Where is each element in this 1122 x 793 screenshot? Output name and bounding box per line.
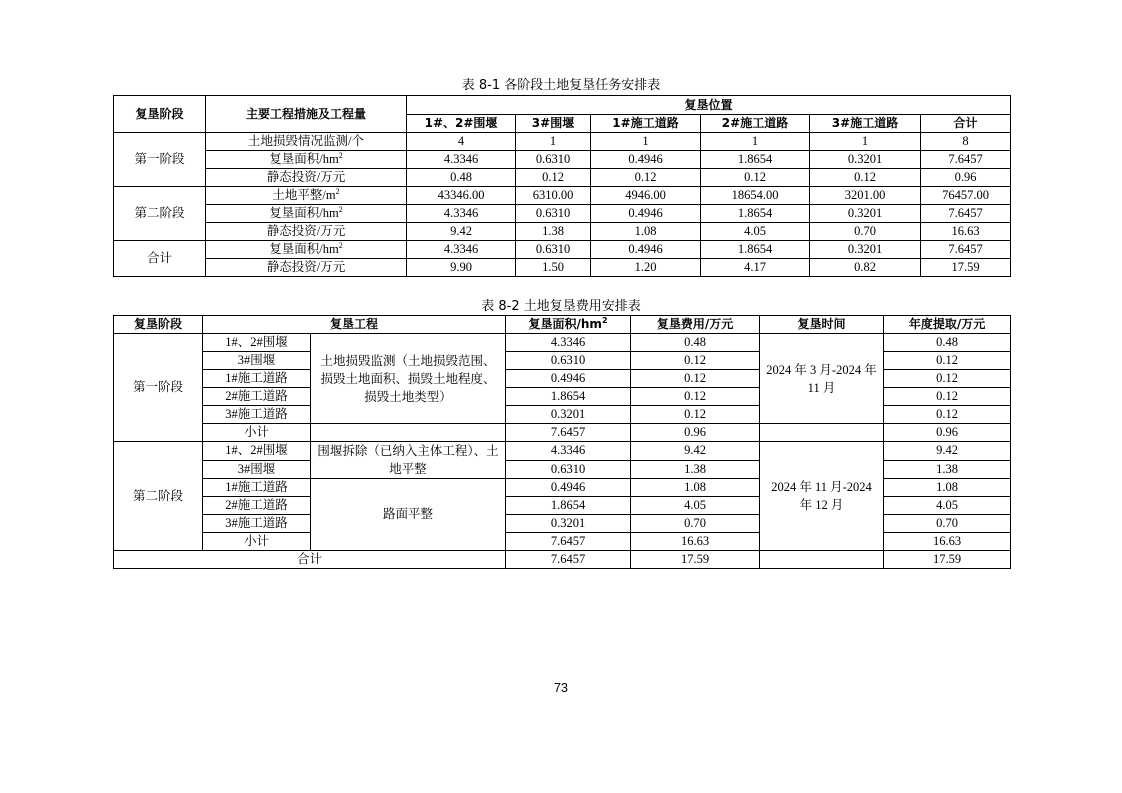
item-label: 复垦面积/hm <box>269 242 339 256</box>
value-cell: 0.48 <box>407 169 516 187</box>
t2-header-project: 复垦工程 <box>203 316 506 334</box>
area-cell: 4.3346 <box>506 442 631 461</box>
value-cell: 0.6310 <box>516 205 591 223</box>
t2-header-cost: 复垦费用/万元 <box>631 316 760 334</box>
value-cell: 0.3201 <box>810 205 921 223</box>
annual-cell: 1.38 <box>884 460 1011 479</box>
item-cell <box>206 151 407 169</box>
value-cell: 4.3346 <box>407 205 516 223</box>
location-cell: 1#施工道路 <box>203 479 311 497</box>
item-unit-sup: 2 <box>338 151 343 160</box>
total-row <box>114 551 1011 569</box>
table-row <box>114 223 1011 241</box>
value-cell: 1.08 <box>591 223 701 241</box>
stage-name-cell: 第一阶段 <box>114 133 206 187</box>
item-cell <box>206 205 407 223</box>
item-cell <box>206 241 407 259</box>
value-cell: 0.4946 <box>591 205 701 223</box>
item-unit-sup: 2 <box>338 241 343 250</box>
table-row <box>114 241 1011 259</box>
table-row <box>114 259 1011 277</box>
value-cell: 0.12 <box>701 169 810 187</box>
location-cell: 1#、2#围堰 <box>203 442 311 461</box>
value-cell: 0.3201 <box>810 241 921 259</box>
value-cell: 1.8654 <box>701 205 810 223</box>
table-row <box>114 334 1011 352</box>
area-cell: 7.6457 <box>506 533 631 551</box>
project-cell: 路面平整 <box>311 479 506 551</box>
t1-header-stage: 复垦阶段 <box>114 96 206 133</box>
location-cell: 3#围堰 <box>203 460 311 479</box>
area-cell: 4.3346 <box>506 334 631 352</box>
item-cell <box>206 133 407 151</box>
annual-cell: 4.05 <box>884 497 1011 515</box>
value-cell: 7.6457 <box>921 151 1011 169</box>
t1-col-header: 1#施工道路 <box>591 115 701 133</box>
area-cell: 0.3201 <box>506 515 631 533</box>
stage-name-cell: 第一阶段 <box>114 334 203 442</box>
annual-cell: 0.48 <box>884 334 1011 352</box>
t1-col-header: 合计 <box>921 115 1011 133</box>
value-cell: 4.3346 <box>407 151 516 169</box>
t1-header-location: 复垦位置 <box>407 96 1011 115</box>
t1-col-header: 3#施工道路 <box>810 115 921 133</box>
table-row <box>114 205 1011 223</box>
cost-cell: 0.48 <box>631 334 760 352</box>
value-cell: 1 <box>810 133 921 151</box>
annual-cell: 0.12 <box>884 352 1011 370</box>
value-cell: 17.59 <box>921 259 1011 277</box>
value-cell: 7.6457 <box>921 241 1011 259</box>
location-cell: 2#施工道路 <box>203 388 311 406</box>
area-cell: 1.8654 <box>506 388 631 406</box>
reclamation-cost-table <box>113 315 1011 569</box>
value-cell: 6310.00 <box>516 187 591 205</box>
cost-cell: 0.96 <box>631 424 760 442</box>
cost-cell: 0.70 <box>631 515 760 533</box>
value-cell: 0.82 <box>810 259 921 277</box>
value-cell: 1 <box>516 133 591 151</box>
value-cell: 0.70 <box>810 223 921 241</box>
value-cell: 0.4946 <box>591 241 701 259</box>
value-cell: 1.8654 <box>701 241 810 259</box>
value-cell: 0.12 <box>810 169 921 187</box>
annual-cell: 0.96 <box>884 424 1011 442</box>
value-cell: 0.12 <box>516 169 591 187</box>
location-cell: 3#施工道路 <box>203 515 311 533</box>
value-cell: 1.8654 <box>701 151 810 169</box>
table-row <box>114 133 1011 151</box>
value-cell: 0.3201 <box>810 151 921 169</box>
value-cell: 1 <box>701 133 810 151</box>
area-cell: 0.4946 <box>506 370 631 388</box>
t1-col-header: 2#施工道路 <box>701 115 810 133</box>
table1-caption: 表 8-1 各阶段土地复垦任务安排表 <box>461 78 661 93</box>
location-cell: 1#施工道路 <box>203 370 311 388</box>
item-cell <box>206 169 407 187</box>
table2-caption: 表 8-2 土地复垦费用安排表 <box>481 299 641 314</box>
cost-cell: 0.12 <box>631 406 760 424</box>
area-cell: 7.6457 <box>506 551 631 569</box>
time-cell: 2024 年 3 月-2024 年 11 月 <box>760 334 884 424</box>
cost-cell: 9.42 <box>631 442 760 461</box>
item-label: 土地平整/m <box>272 188 336 202</box>
area-cell: 0.4946 <box>506 479 631 497</box>
t2-header-annual: 年度提取/万元 <box>884 316 1011 334</box>
project-cell: 围堰拆除（已纳入主体工程）、土地平整 <box>311 442 506 479</box>
annual-cell: 9.42 <box>884 442 1011 461</box>
empty-cell <box>760 424 884 442</box>
t2-header-time: 复垦时间 <box>760 316 884 334</box>
value-cell: 18654.00 <box>701 187 810 205</box>
stage-name-cell: 第二阶段 <box>114 442 203 551</box>
time-cell: 2024 年 11 月-2024 年 12 月 <box>760 442 884 551</box>
project-cell: 土地损毁监测（土地损毁范围、损毁土地面积、损毁土地程度、损毁土地类型） <box>311 334 506 424</box>
item-cell <box>206 187 407 205</box>
cost-cell: 0.12 <box>631 352 760 370</box>
value-cell: 4.17 <box>701 259 810 277</box>
t1-col-header: 3#围堰 <box>516 115 591 133</box>
cost-cell: 0.12 <box>631 388 760 406</box>
item-cell <box>206 223 407 241</box>
annual-cell: 0.12 <box>884 406 1011 424</box>
value-cell: 4.3346 <box>407 241 516 259</box>
value-cell: 0.6310 <box>516 151 591 169</box>
value-cell: 7.6457 <box>921 205 1011 223</box>
item-label: 复垦面积/hm <box>269 206 339 220</box>
value-cell: 4 <box>407 133 516 151</box>
value-cell: 0.6310 <box>516 241 591 259</box>
stage-name-cell: 第二阶段 <box>114 187 206 241</box>
table-row <box>114 442 1011 461</box>
item-unit-sup: 2 <box>335 187 340 196</box>
table-row <box>114 187 1011 205</box>
value-cell: 4946.00 <box>591 187 701 205</box>
location-cell: 3#围堰 <box>203 352 311 370</box>
t2-header-area-sup: 2 <box>601 316 608 325</box>
cost-cell: 4.05 <box>631 497 760 515</box>
value-cell: 0.4946 <box>591 151 701 169</box>
location-cell: 3#施工道路 <box>203 406 311 424</box>
value-cell: 1.50 <box>516 259 591 277</box>
table-row <box>114 169 1011 187</box>
value-cell: 8 <box>921 133 1011 151</box>
cost-cell: 1.08 <box>631 479 760 497</box>
item-label: 静态投资/万元 <box>266 260 346 274</box>
value-cell: 3201.00 <box>810 187 921 205</box>
value-cell: 0.96 <box>921 169 1011 187</box>
empty-cell <box>760 551 884 569</box>
stage-name-cell: 合计 <box>114 241 206 277</box>
item-label: 静态投资/万元 <box>266 224 346 238</box>
t1-header-measure: 主要工程措施及工程量 <box>206 96 407 133</box>
cost-cell: 0.12 <box>631 370 760 388</box>
item-label: 静态投资/万元 <box>266 170 346 184</box>
value-cell: 9.42 <box>407 223 516 241</box>
table-row <box>114 151 1011 169</box>
t2-header-area <box>506 316 631 334</box>
item-label: 复垦面积/hm <box>269 152 339 166</box>
value-cell: 0.12 <box>591 169 701 187</box>
subtotal-label-cell: 小计 <box>203 424 311 442</box>
empty-cell <box>311 424 506 442</box>
annual-cell: 1.08 <box>884 479 1011 497</box>
reclamation-task-table <box>113 95 1011 277</box>
cost-cell: 1.38 <box>631 460 760 479</box>
cost-cell: 17.59 <box>631 551 760 569</box>
annual-cell: 16.63 <box>884 533 1011 551</box>
value-cell: 1.38 <box>516 223 591 241</box>
t2-header-stage: 复垦阶段 <box>114 316 203 334</box>
area-cell: 1.8654 <box>506 497 631 515</box>
value-cell: 43346.00 <box>407 187 516 205</box>
item-unit-sup: 2 <box>338 205 343 214</box>
area-cell: 0.6310 <box>506 460 631 479</box>
t2-header-area-text: 复垦面积/hm <box>528 317 602 331</box>
value-cell: 16.63 <box>921 223 1011 241</box>
area-cell: 0.3201 <box>506 406 631 424</box>
value-cell: 76457.00 <box>921 187 1011 205</box>
location-cell: 1#、2#围堰 <box>203 334 311 352</box>
annual-cell: 0.70 <box>884 515 1011 533</box>
area-cell: 7.6457 <box>506 424 631 442</box>
item-label: 土地损毁情况监测/个 <box>248 134 364 148</box>
annual-cell: 17.59 <box>884 551 1011 569</box>
value-cell: 1.20 <box>591 259 701 277</box>
subtotal-row <box>114 424 1011 442</box>
value-cell: 1 <box>591 133 701 151</box>
value-cell: 9.90 <box>407 259 516 277</box>
item-cell <box>206 259 407 277</box>
annual-cell: 0.12 <box>884 388 1011 406</box>
cost-cell: 16.63 <box>631 533 760 551</box>
location-cell: 2#施工道路 <box>203 497 311 515</box>
subtotal-label-cell: 小计 <box>203 533 311 551</box>
t1-col-header: 1#、2#围堰 <box>407 115 516 133</box>
area-cell: 0.6310 <box>506 352 631 370</box>
total-label-cell: 合计 <box>114 551 506 569</box>
annual-cell: 0.12 <box>884 370 1011 388</box>
value-cell: 4.05 <box>701 223 810 241</box>
page-number: 73 <box>554 681 568 695</box>
